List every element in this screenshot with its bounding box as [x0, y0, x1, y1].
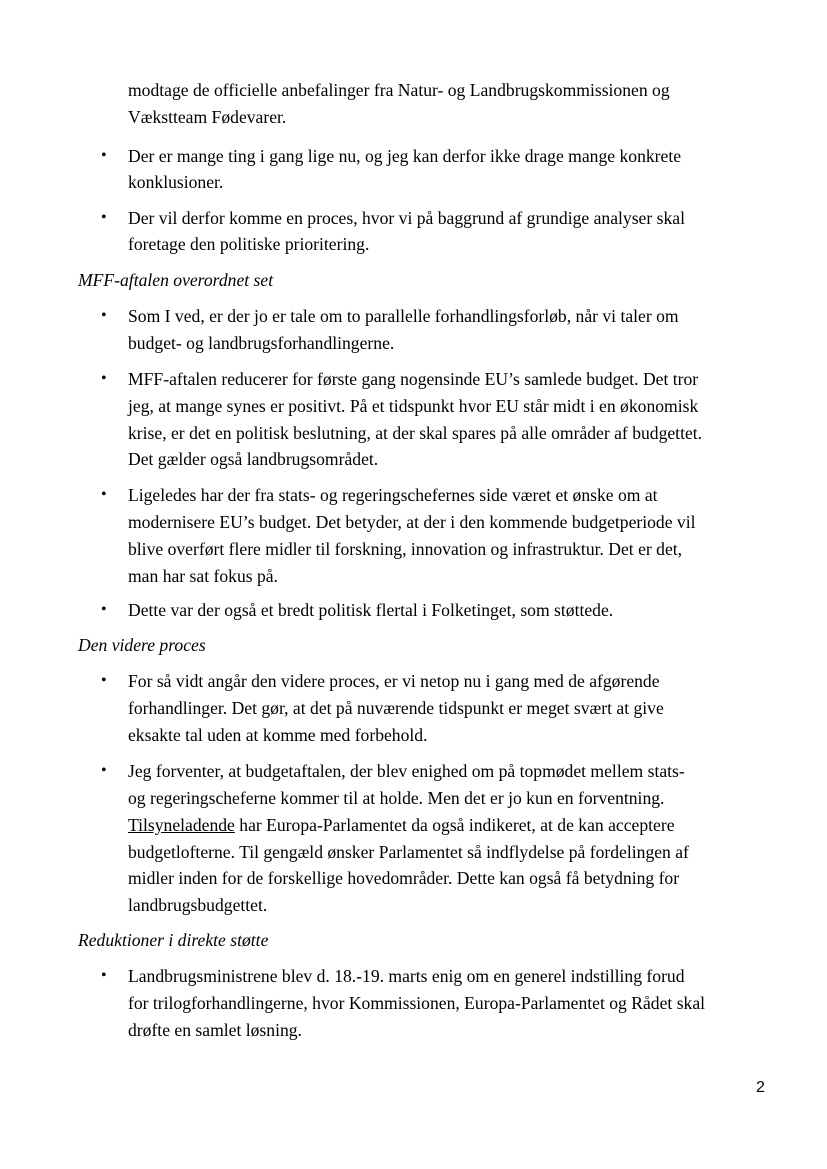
bullet-text-line: Der er mange ting i gang lige nu, og jeg kan derfor ikke drage mange konkrete	[128, 146, 682, 166]
page-number: 2	[756, 1079, 765, 1096]
bullet-text-line: Det gælder også landbrugsområdet.	[128, 449, 379, 469]
bullet-text-line: Der vil derfor komme en proces, hvor vi på baggrund af grundige analyser skal	[128, 208, 685, 228]
section-heading: MFF-aftalen overordnet set	[78, 270, 274, 290]
bullet-marker: •	[101, 672, 107, 689]
bullet-marker: •	[101, 967, 107, 984]
section-heading: Reduktioner i direkte støtte	[78, 930, 269, 950]
bullet-text-line: drøfte en samlet løsning.	[128, 1020, 302, 1040]
bullet-marker: •	[101, 370, 107, 387]
bullet-text-line: budget- og landbrugsforhandlingerne.	[128, 333, 395, 353]
bullet-marker: •	[101, 762, 107, 779]
bullet-marker: •	[101, 486, 107, 503]
bullet-text-line: Landbrugsministrene blev d. 18.-19. marts enig om en generel indstilling forud	[128, 966, 685, 986]
bullet-text-line: blive overført flere midler til forskning, innovation og infrastruktur. Det er det,	[128, 539, 683, 559]
bullet-marker: •	[101, 147, 107, 164]
bullet-text-line: konklusioner.	[128, 172, 224, 192]
bullet-text-line: eksakte tal uden at komme med forbehold.	[128, 725, 428, 745]
bullet-text-line: For så vidt angår den videre proces, er vi netop nu i gang med de afgørende	[128, 671, 660, 691]
paragraph-line: Vækstteam Fødevarer.	[128, 107, 287, 127]
section-heading: Den videre proces	[78, 635, 206, 655]
line-continuation: har Europa-Parlamentet da også indikeret, at de kan acceptere	[234, 815, 675, 835]
bullet-text-line: man har sat fokus på.	[128, 566, 278, 586]
bullet-text-line: Dette var der også et bredt politisk flertal i Folketinget, som støttede.	[128, 600, 614, 620]
bullet-marker: •	[101, 209, 107, 226]
bullet-text-line: krise, er det en politisk beslutning, at der skal spares på alle områder af budgettet.	[128, 423, 703, 443]
bullet-text-line: Som I ved, er der jo er tale om to parallelle forhandlingsforløb, når vi taler om	[128, 306, 679, 326]
bullet-text-line: landbrugsbudgettet.	[128, 895, 268, 915]
bullet-text-line: modernisere EU’s budget. Det betyder, at der i den kommende budgetperiode vil	[128, 512, 696, 532]
underlined-word: Tilsyneladende	[128, 815, 235, 835]
bullet-text-line	[128, 815, 675, 835]
bullet-text-line: og regeringscheferne kommer til at holde. Men det er jo kun en forventning.	[128, 788, 665, 808]
bullet-text-line: for trilogforhandlingerne, hvor Kommissionen, Europa-Parlamentet og Rådet skal	[128, 993, 706, 1013]
bullet-text-line: Jeg forventer, at budgetaftalen, der blev enighed om på topmødet mellem stats-	[128, 761, 685, 781]
bullet-marker: •	[101, 307, 107, 324]
bullet-marker: •	[101, 601, 107, 618]
paragraph-line: modtage de officielle anbefalinger fra Natur- og Landbrugskommissionen og	[128, 80, 670, 100]
bullet-text-line: MFF-aftalen reducerer for første gang nogensinde EU’s samlede budget. Det tror	[128, 369, 699, 389]
bullet-text-line: jeg, at mange synes er positivt. På et tidspunkt hvor EU står midt i en økonomisk	[128, 396, 699, 416]
bullet-text-line: budgetlofterne. Til gengæld ønsker Parlamentet så indflydelse på fordelingen af	[128, 842, 689, 862]
bullet-text-line: foretage den politiske prioritering.	[128, 234, 370, 254]
bullet-text-line: forhandlinger. Det gør, at det på nuværende tidspunkt er meget svært at give	[128, 698, 664, 718]
bullet-text-line: midler inden for de forskellige hovedområder. Dette kan også få betydning for	[128, 868, 680, 888]
bullet-text-line: Ligeledes har der fra stats- og regeringschefernes side været et ønske om at	[128, 485, 658, 505]
